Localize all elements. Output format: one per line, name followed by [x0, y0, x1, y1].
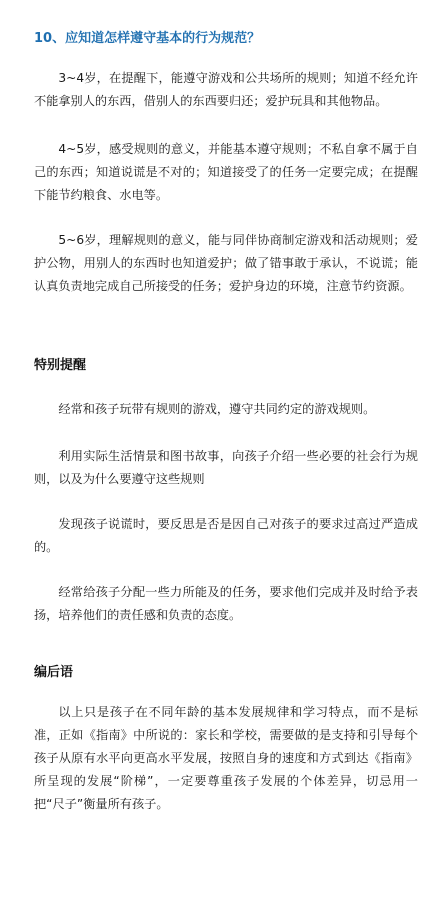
special-paragraph-3: 发现孩子说谎时，要反思是否是因自己对孩子的要求过高过严造成的。: [34, 517, 418, 554]
age-paragraph-5-6: 5~6岁，理解规则的意义，能与同伴协商制定游戏和活动规则；爱护公物，用别人的东西时也知道爱护；做了错事敢于承认，不说谎；能认真负责地完成自己所接受的任务；爱护身边的环境，注意节约资源。: [34, 233, 418, 293]
age-paragraph-3-4: 3~4岁，在提醒下，能遵守游戏和公共场所的规则；知道不经允许不能拿别人的东西，借别人的东西要归还；爱护玩具和其他物品。: [34, 71, 418, 108]
special-paragraph-2: 利用实际生活情景和图书故事，向孩子介绍一些必要的社会行为规则，以及为什么要遵守这些规则: [34, 449, 418, 486]
afterword-title: 编后语: [34, 665, 74, 680]
special-paragraph-4: 经常给孩子分配一些力所能及的任务，要求他们完成并及时给予表扬，培养他们的责任感和负责的态度。: [34, 585, 418, 622]
question-heading: 10、应知道怎样遵守基本的行为规范？: [34, 31, 261, 46]
special-reminder-title: 特别提醒: [34, 358, 87, 373]
age-paragraph-4-5: 4~5岁，感受规则的意义，并能基本遵守规则；不私自拿不属于自己的东西；知道说谎是不对的；知道接受了的任务一定要完成；在提醒下能节约粮食、水电等。: [34, 142, 418, 202]
afterword-paragraph: 以上只是孩子在不同年龄的基本发展规律和学习特点，而不是标准，正如《指南》中所说的：家长和学校，需要做的是支持和引导每个孩子从原有水平向更高水平发展，按照自身的速度和方式到达《指南》所呈现的发展“阶梯”，一定要尊重孩子发展的个体差异，切忌用一把“尺子”衡量所有孩子。: [34, 705, 418, 811]
special-paragraph-1: 经常和孩子玩带有规则的游戏，遵守共同约定的游戏规则。: [58, 402, 376, 416]
